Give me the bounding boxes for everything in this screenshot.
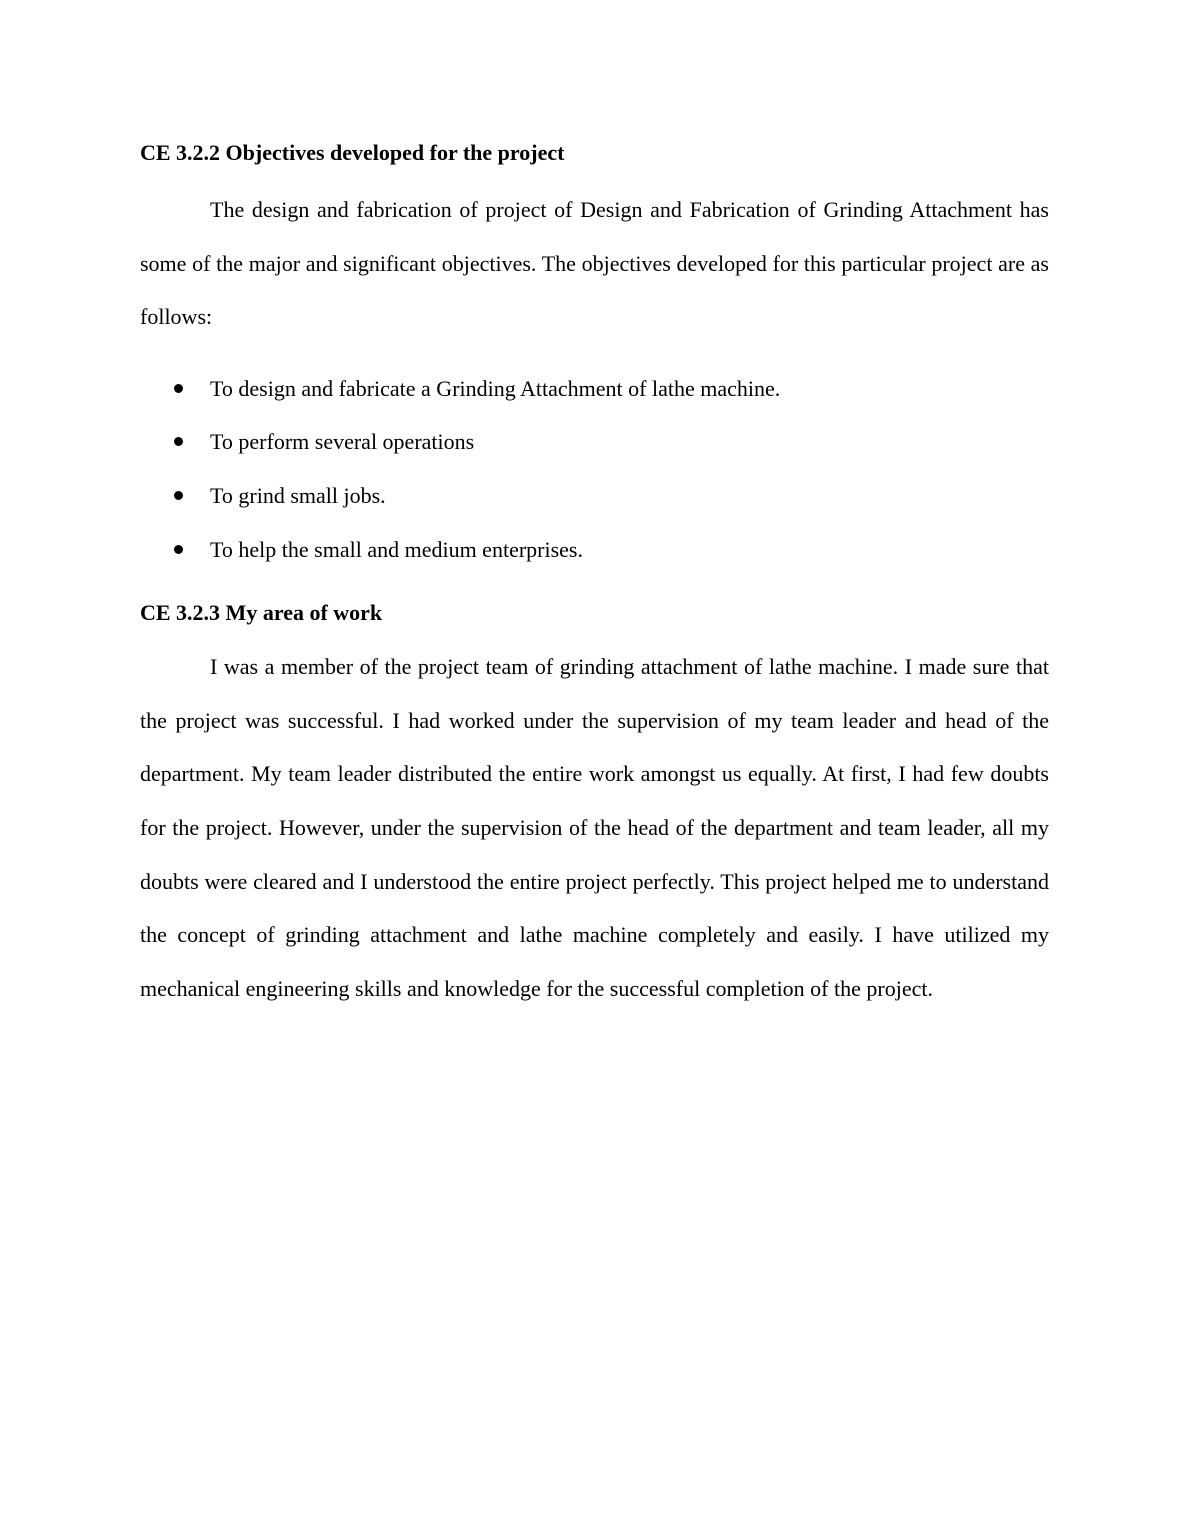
bullet-icon	[174, 437, 183, 446]
bullet-icon	[174, 545, 183, 554]
objectives-list	[140, 362, 1049, 576]
objectives-paragraph: The design and fabrication of project of Design and Fabrication of Grinding Attachment has some of the major and significant objectives. The objectives developed for this particular project are as follows:	[140, 197, 1049, 330]
list-item-text: To design and fabricate a Grinding Attachment of lathe machine.	[210, 375, 781, 401]
list-item	[140, 523, 1049, 577]
area-of-work-paragraph: I was a member of the project team of grinding attachment of lathe machine. I made sure that the project was successful. I had worked under the supervision of my team leader and head of the department. My team leader distributed the entire work amongst us equally. At first, I had few doubts for the project. However, under the supervision of the head of the department and team leader, all my doubts were cleared and I understood the entire project perfectly. This project helped me to understand the concept of grinding attachment and lathe machine completely and easily. I have utilized my mechanical engineering skills and knowledge for the successful completion of the project.	[140, 654, 1049, 1001]
page-content	[140, 137, 1049, 1015]
section-heading-objectives: CE 3.2.2 Objectives developed for the project	[140, 140, 565, 165]
bullet-icon	[174, 384, 183, 393]
list-item-text: To grind small jobs.	[210, 482, 386, 508]
list-item-text: To help the small and medium enterprises.	[210, 536, 583, 562]
list-item	[140, 469, 1049, 523]
section-heading-area-of-work: CE 3.2.3 My area of work	[140, 600, 383, 626]
list-item	[140, 362, 1049, 416]
bullet-icon	[174, 491, 183, 500]
list-item	[140, 415, 1049, 469]
list-item-text: To perform several operations	[210, 429, 475, 455]
